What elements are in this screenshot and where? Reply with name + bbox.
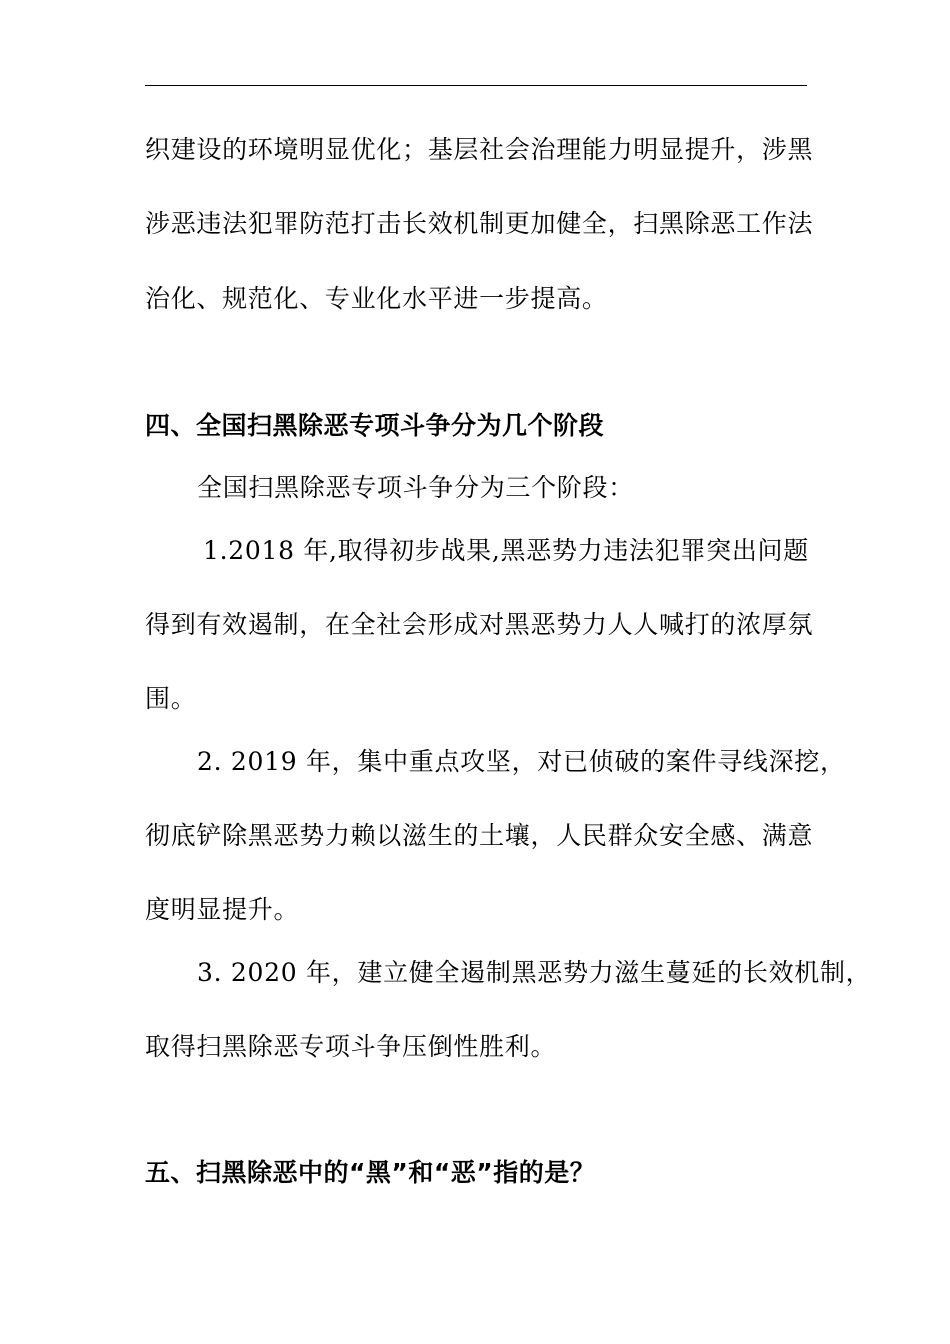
stage-one-line: 得到有效遏制，在全社会形成对黑恶势力人人喊打的浓厚氛 (145, 610, 814, 639)
stage-two-line: 2. 2019 年，集中重点攻坚，对已侦破的案件寻线深挖， (197, 747, 846, 776)
stage-one-line: 围。 (145, 684, 197, 713)
body-line: 治化、规范化、专业化水平进一步提高。 (145, 284, 608, 313)
body-line: 织建设的环境明显优化；基层社会治理能力明显提升，涉黑 (145, 135, 814, 164)
section-heading-four: 四、全国扫黑除恶专项斗争分为几个阶段 (145, 411, 605, 440)
header-rule (145, 85, 807, 86)
stage-two-line: 度明显提升。 (145, 895, 300, 924)
section-heading-five: 五、扫黑除恶中的“黑”和“恶”指的是？ (145, 1158, 596, 1187)
stage-three-line: 3. 2020 年，建立健全遏制黑恶势力滋生蔓延的长效机制， (197, 958, 872, 987)
stage-three-line: 取得扫黑除恶专项斗争压倒性胜利。 (145, 1032, 557, 1061)
stage-one-line: 1.2018 年,取得初步战果,黑恶势力违法犯罪突出问题 (203, 536, 809, 565)
stage-two-line: 彻底铲除黑恶势力赖以滋生的土壤，人民群众安全感、满意 (145, 821, 814, 850)
body-line: 涉恶违法犯罪防范打击长效机制更加健全，扫黑除恶工作法 (145, 209, 814, 238)
section-intro: 全国扫黑除恶专项斗争分为三个阶段： (197, 473, 634, 502)
